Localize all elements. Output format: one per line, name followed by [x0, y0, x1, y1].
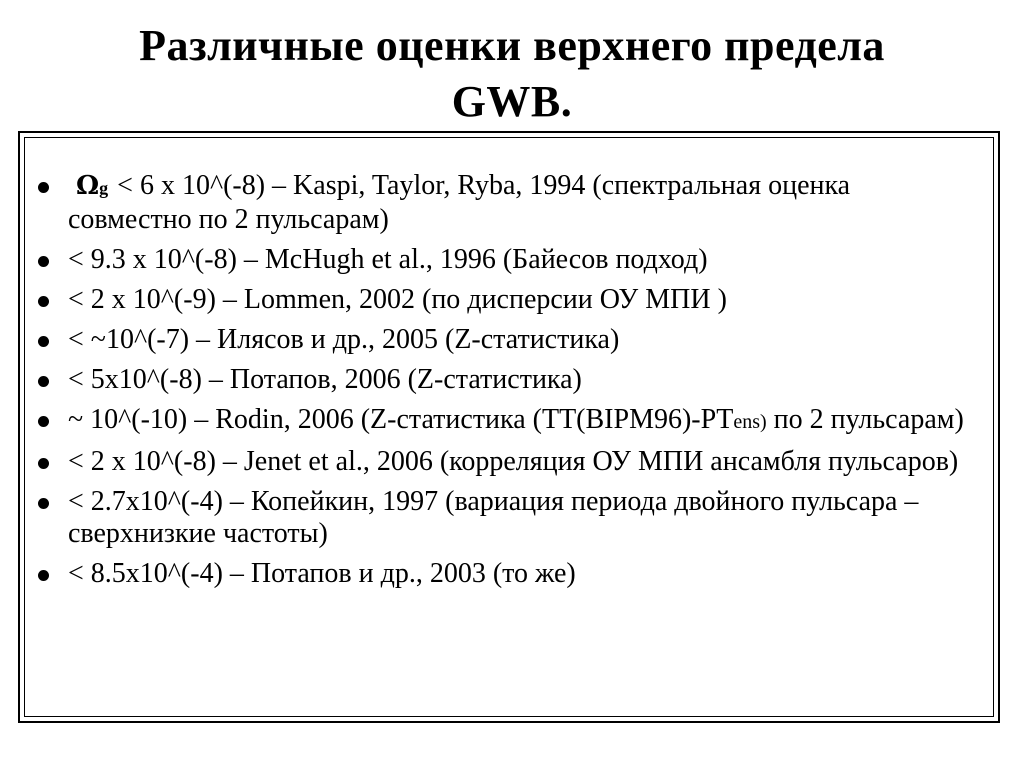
bullet-icon — [38, 256, 49, 267]
list-item-text: < 6 х 10^(-8) – Kaspi, Taylor, Ryba, 1994 (спектральная оценка совместно по 2 пульсарам) — [68, 170, 851, 235]
bullet-icon — [38, 336, 49, 347]
list-item-text: < 5х10^(-8) – Потапов, 2006 (Z-статистика) — [68, 364, 582, 395]
ens-subscript: ens) — [733, 411, 767, 433]
omega-subscript: g — [99, 178, 109, 198]
list-item-text: < 2.7х10^(-4) – Копейкин, 1997 (вариация периода двойного пульсара – сверхнизкие частоты) — [68, 486, 919, 549]
list-item — [26, 446, 966, 478]
bullet-icon — [38, 182, 49, 193]
list-item-text: < ~10^(-7) – Илясов и др., 2005 (Z-статистика) — [68, 324, 620, 355]
list-item-text: < 9.3 х 10^(-8) – McHugh et al., 1996 (Байесов подход) — [68, 244, 708, 275]
list-item-text-after: по 2 пульсарам) — [766, 404, 964, 435]
estimates-list — [26, 170, 966, 598]
list-item-text: < 2 х 10^(-8) – Jenet et al., 2006 (корреляция ОУ МПИ ансамбля пульсаров) — [68, 446, 959, 477]
list-item — [26, 284, 966, 316]
list-item — [26, 486, 966, 550]
slide-title — [40, 18, 984, 130]
omega-symbol: Ω — [76, 171, 100, 201]
bullet-icon — [38, 498, 49, 509]
bullet-icon — [38, 416, 49, 427]
list-item-text: ~ 10^(-10) – Rodin, 2006 (Z-статистика (TT(BIPM96)-PT — [68, 404, 734, 435]
title-line-2: GWB. — [451, 77, 573, 126]
bullet-icon — [38, 570, 49, 581]
list-item — [26, 558, 966, 590]
title-line-1: Различные оценки верхнего предела — [139, 21, 885, 70]
bullet-icon — [38, 296, 49, 307]
list-item — [26, 364, 966, 396]
list-item — [26, 324, 966, 356]
list-item — [26, 404, 966, 438]
list-item-text: < 8.5х10^(-4) – Потапов и др., 2003 (то же) — [68, 558, 576, 589]
bullet-icon — [38, 376, 49, 387]
list-item — [26, 170, 966, 236]
list-item-text: < 2 х 10^(-9) – Lommen, 2002 (по дисперсии ОУ МПИ ) — [68, 284, 727, 315]
list-item — [26, 244, 966, 276]
bullet-icon — [38, 458, 49, 469]
